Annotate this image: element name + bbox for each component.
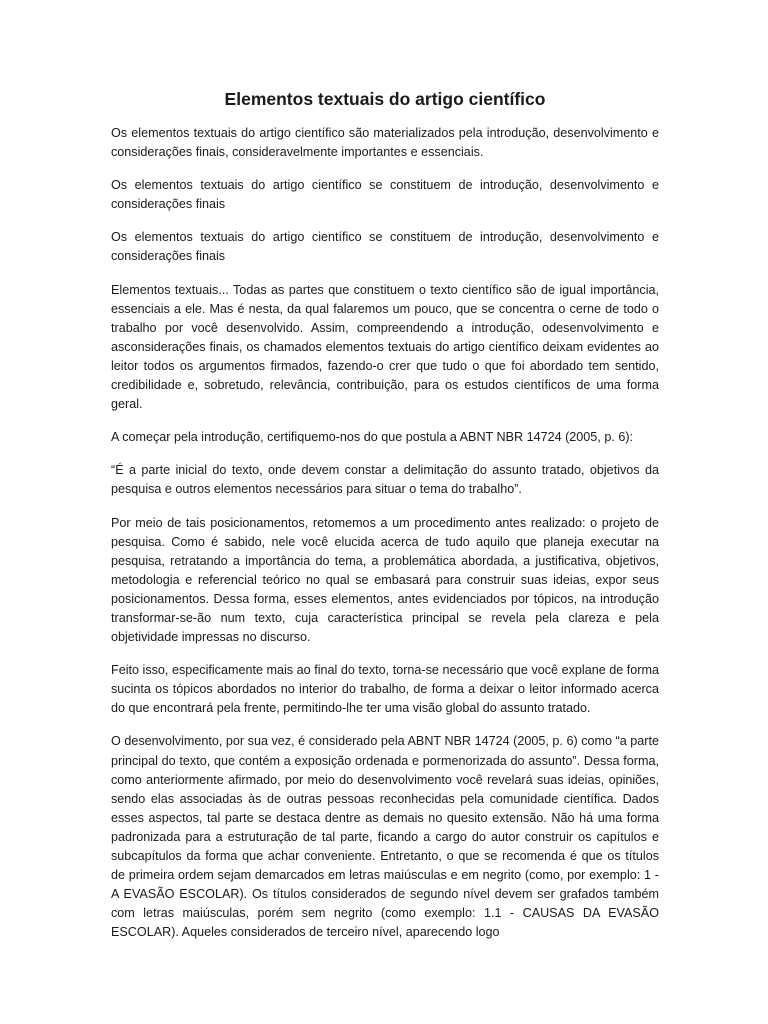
paragraph-4: Elementos textuais... Todas as partes que constituem o texto científico são de igual importância, essenciais a ele. Mas é nesta, da qual falaremos um pouco, que se concentra o cerne de todo o trabalho por você desenvolvido. Assim, compreendendo a introdução, odesenvolvimento e asconsiderações finais, os chamados elementos textuais do artigo científico deixam evidentes ao leitor todos os argumentos firmados, fazendo-o crer que tudo o que foi abordado tem sentido, credibilidade e, sobretudo, relevância, contribuição, para os estudos científicos de uma forma geral. bbox=[111, 282, 659, 412]
paragraph-8: Feito isso, especificamente mais ao final do texto, torna-se necessário que você explane de forma sucinta os tópicos abordados no interior do trabalho, de forma a deixar o leitor informado acerca do que encontrará pela frente, permitindo-lhe ter uma visão global do assunto tratado. bbox=[111, 663, 659, 716]
document-page bbox=[111, 86, 659, 956]
paragraph-5: A começar pela introdução, certifiquemo-nos do que postula a ABNT NBR 14724 (2005, p. 6): bbox=[111, 430, 634, 445]
paragraph-7: Por meio de tais posicionamentos, retomemos a um procedimento antes realizado: o projeto de pesquisa. Como é sabido, nele você elucida acerca de tudo aquilo que planeja executar na pesquisa, retratando a importância do tema, a problemática abordada, a justificativa, objetivos, metodologia e referencial teórico no qual se embasará para construir suas ideias, expor seus posicionamentos. Dessa forma, esses elementos, antes evidenciados por tópicos, na introdução transformar-se-ão num texto, cuja característica principal se revela pela clareza e pela objetividade impressas no discurso. bbox=[111, 515, 659, 645]
document-title: Elementos textuais do artigo científico bbox=[224, 89, 546, 109]
paragraph-3: Os elementos textuais do artigo científico se constituem de introdução, desenvolvimento e considerações finais bbox=[111, 230, 659, 264]
paragraph-1: Os elementos textuais do artigo científico são materializados pela introdução, desenvolvimento e considerações finais, consideravelmente importantes e essenciais. bbox=[111, 126, 659, 160]
paragraph-6-quote: “É a parte inicial do texto, onde devem constar a delimitação do assunto tratado, objetivos da pesquisa e outros elementos necessários para situar o tema do trabalho”. bbox=[111, 463, 659, 497]
paragraph-9: O desenvolvimento, por sua vez, é considerado pela ABNT NBR 14724 (2005, p. 6) como “a parte principal do texto, que contém a exposição ordenada e pormenorizada do assunto”. Dessa forma, como anteriormente afirmado, por meio do desenvolvimento você revelará suas ideias, opiniões, sendo elas associadas às de outras pessoas reconhecidas pela comunidade científica. Dados esses aspectos, tal parte se destaca dentre as demais no quesito extensão. Não há uma forma padronizada para a estruturação de tal parte, ficando a cargo do autor construir os capítulos e subcapítulos da forma que achar conveniente. Entretanto, o que se recomenda é que os títulos de primeira ordem sejam demarcados em letras maiúsculas e em negrito (como, por exemplo: 1 - A EVASÃO ESCOLAR). Os títulos considerados de segundo nível devem ser grafados também com letras maiúsculas, porém sem negrito (como exemplo: 1.1 - CAUSAS DA EVASÃO ESCOLAR). Aqueles considerados de terceiro nível, aparecendo logo bbox=[111, 734, 659, 940]
paragraph-2: Os elementos textuais do artigo científico se constituem de introdução, desenvolvimento e considerações finais bbox=[111, 178, 659, 212]
